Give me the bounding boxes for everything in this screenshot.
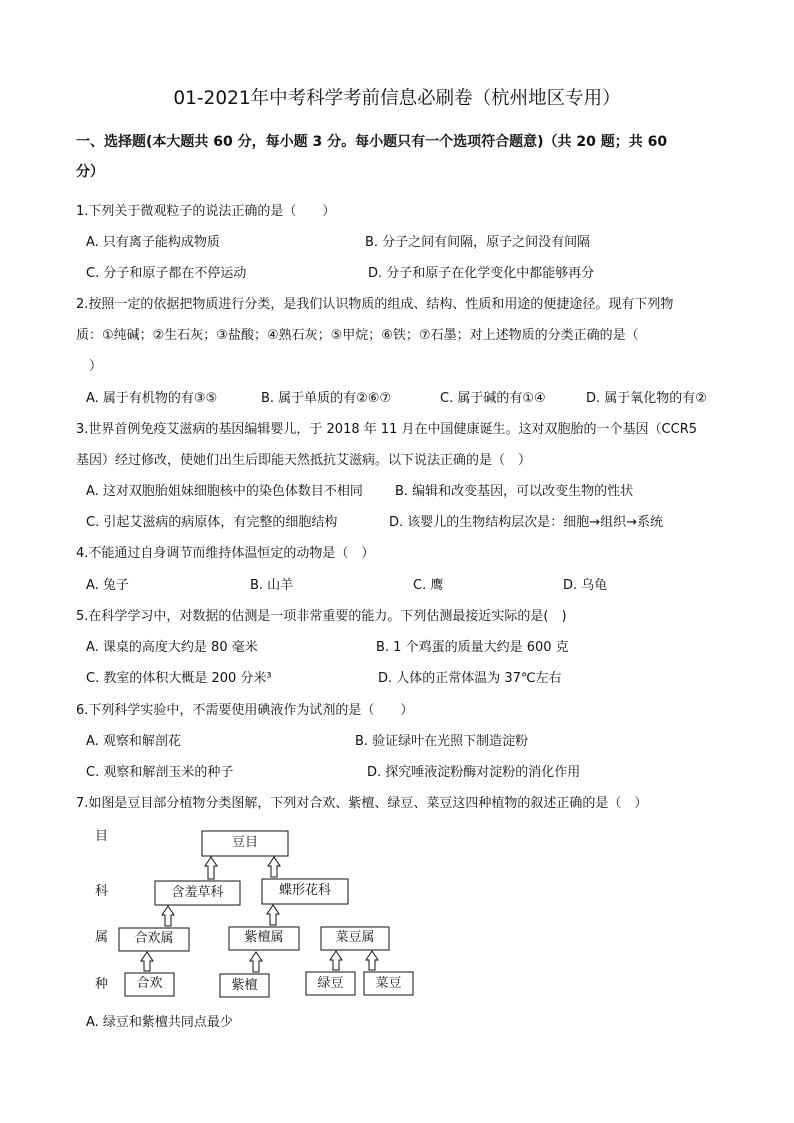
question-7-option-a: A. 绿豆和紫檀共同点最少 (86, 1015, 233, 1030)
question-2-stem-line1: 2.按照一定的依据把物质进行分类，是我们认识物质的组成、结构、性质和用途的便捷途径。现有下列物 (76, 297, 674, 312)
arrow-up-icon (267, 905, 279, 925)
question-6-option-a: A. 观察和解剖花 (86, 734, 181, 749)
species-label-1: 合欢 (136, 976, 163, 991)
question-4-option-b: B. 山羊 (250, 578, 294, 593)
question-2-option-b: B. 属于单质的有②⑥⑦ (261, 391, 392, 406)
arrow-up-icon (141, 952, 153, 971)
question-4-option-d: D. 乌龟 (563, 578, 608, 593)
question-6-stem: 6.下列科学实验中，不需要使用碘液作为试剂的是（ ） (76, 703, 414, 718)
question-1-option-d: D. 分子和原子在化学变化中都能够再分 (368, 266, 595, 281)
question-3-option-a: A. 这对双胞胎姐妹细胞核中的染色体数目不相同 (86, 484, 363, 499)
species-label-3: 绿豆 (317, 976, 344, 991)
question-2-option-d: D. 属于氧化物的有② (586, 391, 707, 406)
arrow-up-icon (250, 952, 262, 972)
level-label-order: 目 (95, 829, 109, 844)
arrow-up-icon (330, 951, 342, 970)
question-5-option-b: B. 1 个鸡蛋的质量大约是 600 克 (376, 640, 569, 655)
question-1-option-a: A. 只有离子能构成物质 (86, 235, 220, 250)
level-label-genus: 属 (95, 930, 109, 945)
genus-label-1: 合欢属 (134, 931, 174, 946)
question-6-option-b: B. 验证绿叶在光照下制造淀粉 (355, 734, 529, 749)
question-7-stem: 7.如图是豆目部分植物分类图解，下列对合欢、紫檀、绿豆、菜豆这四种植物的叙述正确的是（ ） (76, 796, 648, 811)
question-5-option-a: A. 课桌的高度大约是 80 毫米 (86, 640, 258, 655)
section-heading-cont: 分） (76, 164, 104, 180)
question-2-stem-line2: 质：①纯碱；②生石灰；③盐酸；④熟石灰；⑤甲烷；⑥铁；⑦石墨；对上述物质的分类正确的是（ (76, 328, 639, 343)
question-2-option-a: A. 属于有机物的有③⑤ (86, 391, 218, 406)
species-label-4: 菜豆 (375, 976, 402, 991)
question-3-option-d: D. 该婴儿的生物结构层次是：细胞→组织→系统 (389, 515, 664, 530)
family-label-2: 蝶形花科 (278, 883, 331, 898)
question-3-option-c: C. 引起艾滋病的病原体，有完整的细胞结构 (86, 515, 338, 530)
question-3-stem-line1: 3.世界首例免疫艾滋病的基因编辑婴儿，于 2018 年 11 月在中国健康诞生。这对双胞胎的一个基因（CCR5 (76, 422, 698, 437)
arrow-up-icon (205, 857, 217, 879)
genus-label-3: 菜豆属 (335, 930, 375, 945)
question-4-stem: 4.不能通过自身调节而维持体温恒定的动物是（ ） (76, 546, 375, 561)
question-6-option-c: C. 观察和解剖玉米的种子 (86, 765, 234, 780)
question-4-option-c: C. 鹰 (413, 578, 444, 593)
question-1-stem: 1.下列关于微观粒子的说法正确的是（ ） (76, 204, 336, 219)
question-2-stem-line3: ） (76, 359, 103, 374)
question-5-option-c: C. 教室的体积大概是 200 分米³ (86, 671, 272, 686)
species-label-2: 紫檀 (231, 978, 258, 993)
question-5-stem: 5.在科学学习中，对数据的估测是一项非常重要的能力。下列估测最接近实际的是( ) (76, 609, 567, 624)
order-label: 豆目 (231, 835, 258, 850)
question-4-option-a: A. 兔子 (86, 578, 129, 593)
question-3-stem-line2: 基因）经过修改，使她们出生后即能天然抵抗艾滋病。以下说法正确的是（ ） (76, 453, 532, 468)
question-2-option-c: C. 属于碱的有①④ (440, 391, 546, 406)
arrow-up-icon (366, 951, 378, 970)
arrow-up-icon (162, 906, 174, 926)
question-1-option-c: C. 分子和原子都在不停运动 (86, 266, 247, 281)
section-heading: 一、选择题(本大题共 60 分，每小题 3 分。每小题只有一个选项符合题意)（共 20 题；共 60 (76, 134, 668, 150)
level-label-species: 种 (95, 977, 109, 992)
question-5-option-d: D. 人体的正常体温为 37℃左右 (378, 671, 562, 686)
arrow-up-icon (268, 857, 280, 877)
level-label-family: 科 (95, 884, 109, 899)
question-6-option-d: D. 探究唾液淀粉酶对淀粉的消化作用 (367, 765, 581, 780)
question-3-option-b: B. 编辑和改变基因，可以改变生物的性状 (395, 484, 634, 499)
page-title: 01-2021年中考科学考前信息必刷卷（杭州地区专用） (173, 88, 621, 109)
question-1-option-b: B. 分子之间有间隔，原子之间没有间隔 (365, 235, 591, 250)
family-label-1: 含羞草科 (171, 885, 224, 900)
genus-label-2: 紫檀属 (244, 930, 284, 945)
